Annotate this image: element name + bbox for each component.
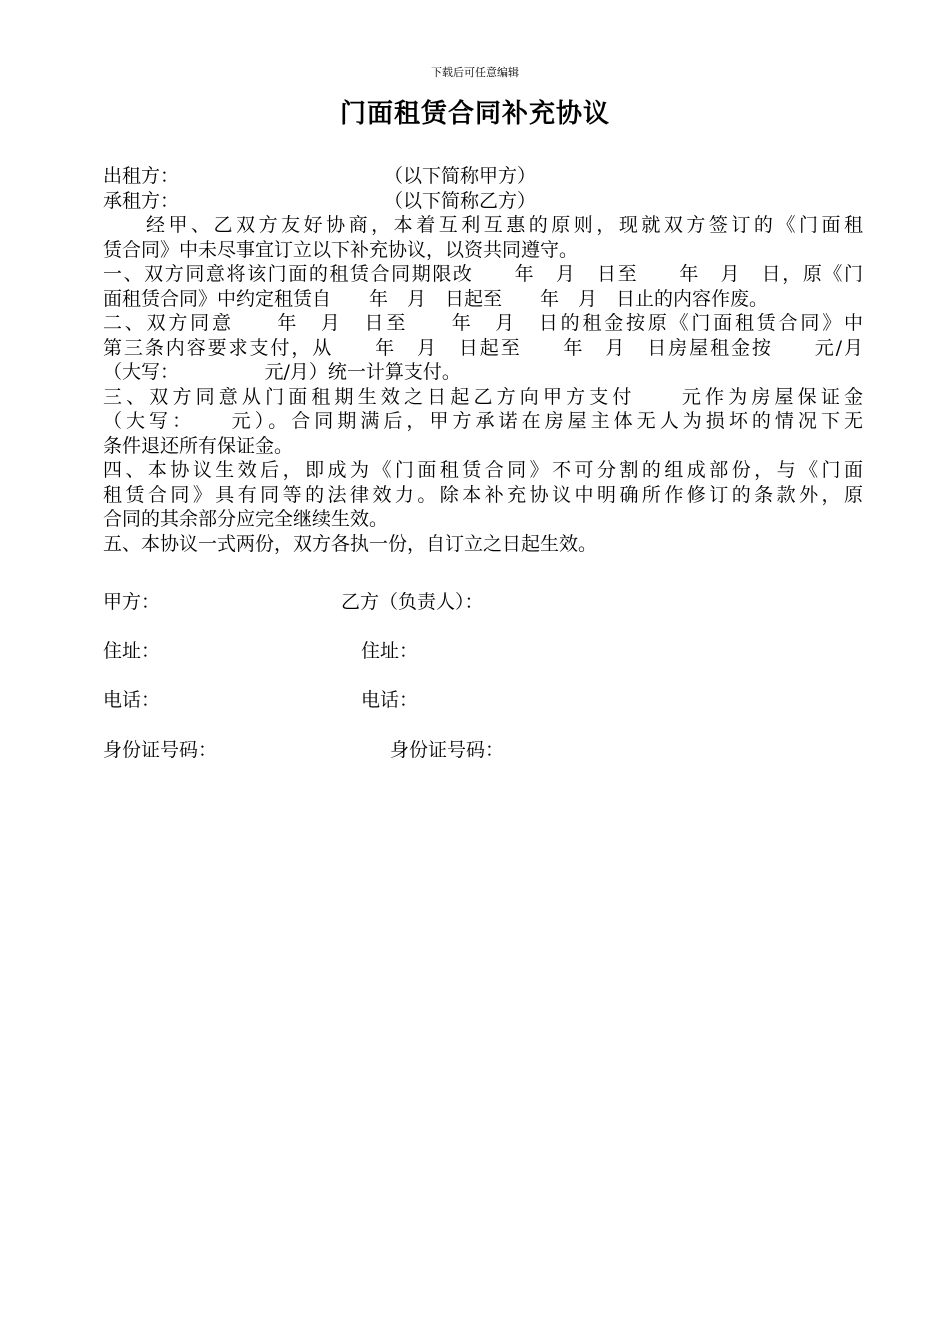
party-a-label: 甲方： [103,591,161,613]
lessor-line [103,164,863,189]
clause-1-line-2: 面租赁合同》中约定租赁自 年 月 日起至 年 月 日止的内容作废。 [103,287,769,310]
clause-1-line-1: 一、双方同意将该门面的租赁合同期限改 年 月 日至 年 月 日，原《门 [103,263,863,285]
clause-2-line-1: 二、双方同意 年 月 日至 年 月 日的租金按原《门面租赁合同》中 [103,312,863,334]
clause-4-line-1: 四、本协议生效后，即成为《门面租赁合同》不可分割的组成部份，与《门面 [103,459,863,481]
clause-3-line-1: 三、双方同意从门面租期生效之日起乙方向甲方支付 元作为房屋保证金 [103,385,863,408]
phone-a-label: 电话： [103,689,161,711]
id-number-b-label: 身份证号码： [390,739,505,761]
clause-4-line-2: 租赁合同》具有同等的法律效力。除本补充协议中明确所作修订的条款外，原 [103,483,863,506]
clause-3-line-3: 条件退还所有保证金。 [103,434,294,457]
clause-4-line-3: 合同的其余部分应完全继续生效。 [103,508,389,530]
lessee-label: 承租方： [103,189,180,212]
id-number-a-label: 身份证号码： [103,739,218,761]
intro-line-2: 赁合同》中未尽事宜订立以下补充协议，以资共同遵守。 [103,238,579,261]
address-a-label: 住址： [103,640,161,662]
clause-2-line-2: 第三条内容要求支付，从 年 月 日起至 年 月 日房屋租金按 元/月 [103,336,863,359]
lessor-alias: （以下简称甲方） [384,165,537,187]
agreement-body [103,164,863,556]
clause-3-line-2: （大写： 元）。合同期满后，甲方承诺在房屋主体无人为损坏的情况下无 [103,410,863,432]
header-note: 下载后可任意编辑 [431,66,519,79]
party-b-label: 乙方（负责人）： [341,591,484,613]
clause-2-line-3: （大写： 元/月）统一计算支付。 [103,361,461,383]
intro-line-1: 经甲、乙双方友好协商，本着互利互惠的原则，现就双方签订的《门面租 [146,214,863,236]
lessee-alias: （以下简称乙方） [384,189,537,212]
lessee-line [103,189,863,214]
document-title: 门面租赁合同补充协议 [339,99,610,129]
clause-5-line-1: 五、本协议一式两份，双方各执一份，自订立之日起生效。 [103,532,598,555]
phone-b-label: 电话： [361,689,419,711]
address-b-label: 住址： [361,640,419,662]
lessor-label: 出租方： [103,165,180,187]
